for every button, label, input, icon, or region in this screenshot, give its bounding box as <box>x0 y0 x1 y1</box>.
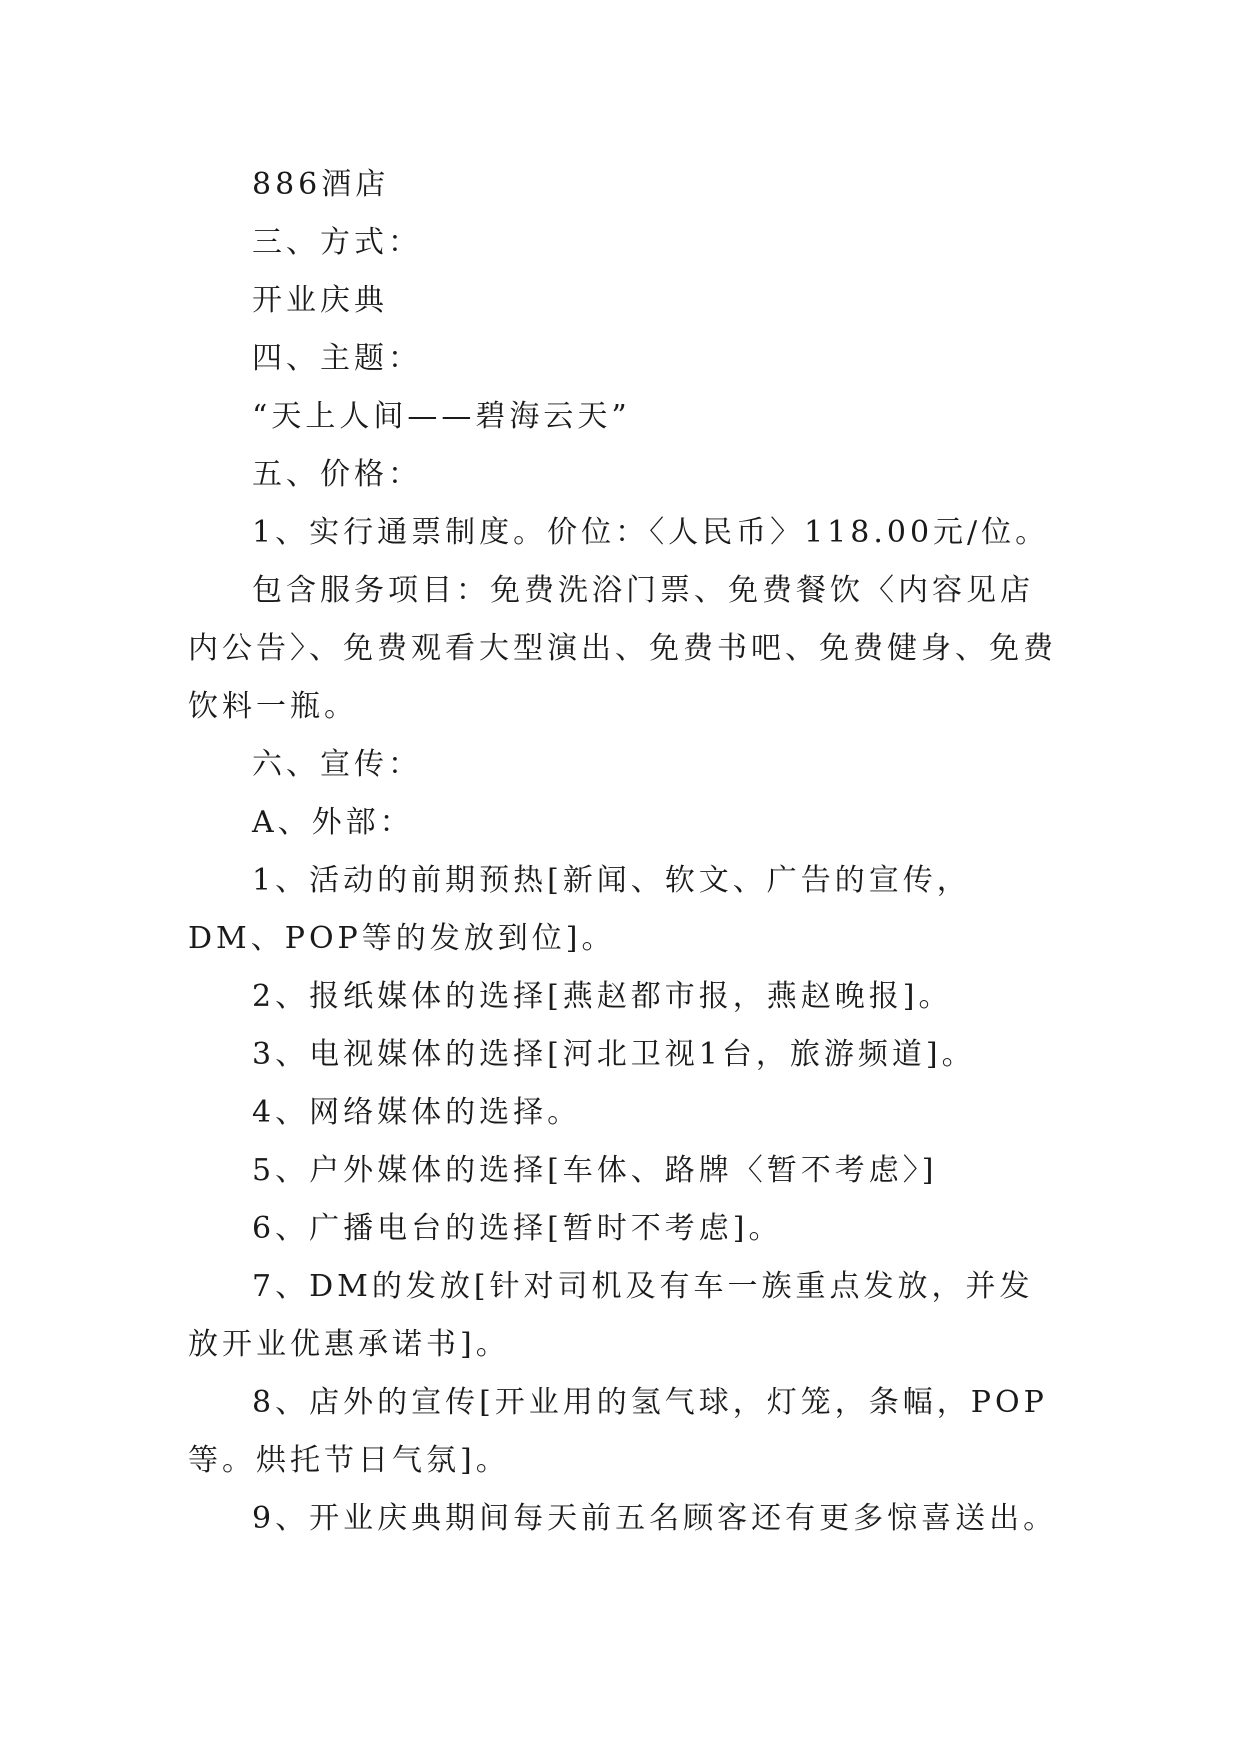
subsection-heading-external: A、外部： <box>252 805 414 840</box>
section-heading-theme: 四、主题： <box>252 341 422 376</box>
promotion-item: 2、报纸媒体的选择[燕赵都市报，燕赵晚报]。 <box>252 979 953 1014</box>
section-heading-method: 三、方式： <box>252 225 422 260</box>
price-item: 1、实行通票制度。价位：〈人民币〉118.00元/位。 <box>252 515 1050 550</box>
promotion-item: 6、广播电台的选择[暂时不考虑]。 <box>252 1211 783 1246</box>
promotion-item: 3、电视媒体的选择[河北卫视1台，旅游频道]。 <box>252 1037 976 1072</box>
promotion-item: 5、户外媒体的选择[车体、路牌〈暂不考虑〉] <box>252 1153 938 1188</box>
promotion-item: 4、网络媒体的选择。 <box>252 1095 582 1130</box>
promotion-item: 1、活动的前期预热[新闻、软文、广告的宣传，DM、POP等的发放到位]。 <box>188 863 971 956</box>
theme-text: “天上人间——碧海云天” <box>252 399 631 434</box>
hotel-name: 886酒店 <box>252 167 390 202</box>
method-text: 开业庆典 <box>252 283 388 318</box>
promotion-item: 7、DM的发放[针对司机及有车一族重点发放，并发放开业优惠承诺书]。 <box>188 1269 1034 1362</box>
service-items: 包含服务项目：免费洗浴门票、免费餐饮〈内容见店内公告〉、免费观看大型演出、免费书吧、免费健身、免费饮料一瓶。 <box>188 573 1057 724</box>
document-body <box>188 156 1058 1548</box>
promotion-item: 9、开业庆典期间每天前五名顾客还有更多惊喜送出。 <box>252 1501 1058 1536</box>
section-heading-price: 五、价格： <box>252 457 422 492</box>
section-heading-promotion: 六、宣传： <box>252 747 422 782</box>
promotion-item: 8、店外的宣传[开业用的氢气球，灯笼，条幅，POP等。烘托节日气氛]。 <box>188 1385 1048 1478</box>
